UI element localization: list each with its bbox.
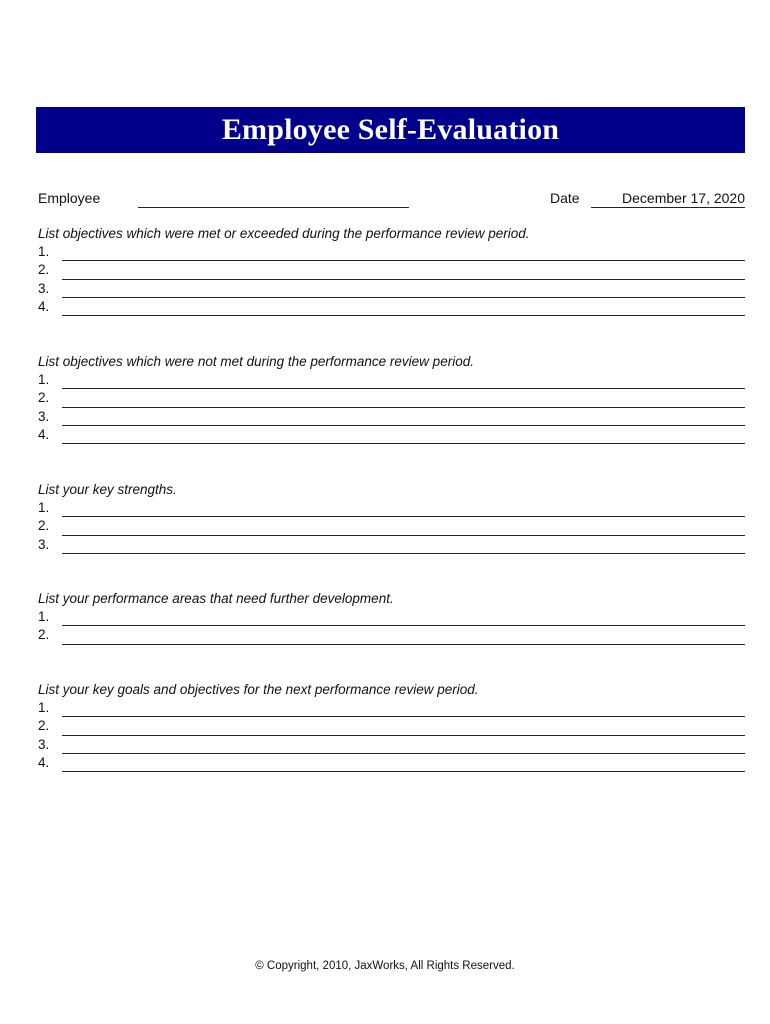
item-number: 1. xyxy=(38,244,50,259)
section-prompt: List objectives which were not met during the performance review period. xyxy=(38,354,474,369)
answer-row xyxy=(38,536,745,554)
answer-row xyxy=(38,517,745,535)
answer-line[interactable] xyxy=(62,644,745,645)
answer-row xyxy=(38,736,745,754)
answer-row xyxy=(38,499,745,517)
section-objectives-not-met xyxy=(38,353,745,444)
answer-row xyxy=(38,243,745,261)
item-number: 2. xyxy=(38,390,50,406)
item-number: 3. xyxy=(38,536,50,552)
answer-row xyxy=(38,626,745,644)
item-number: 1. xyxy=(38,609,50,624)
answer-row xyxy=(38,408,745,426)
answer-row xyxy=(38,371,745,389)
employee-label: Employee xyxy=(38,190,101,206)
employee-field[interactable] xyxy=(138,207,409,208)
section-development-areas xyxy=(38,590,745,645)
answer-line[interactable] xyxy=(62,443,745,444)
item-number: 1. xyxy=(38,500,50,515)
page-title: Employee Self-Evaluation xyxy=(221,113,560,146)
answer-row xyxy=(38,389,745,407)
date-field[interactable]: December 17, 2020 xyxy=(591,190,745,208)
answer-row xyxy=(38,280,745,298)
item-number: 2. xyxy=(38,518,50,534)
copyright-footer: © Copyright, 2010, JaxWorks, All Rights Reserved. xyxy=(255,960,515,972)
answer-row xyxy=(38,717,745,735)
section-prompt: List your key strengths. xyxy=(38,482,177,497)
answer-row xyxy=(38,261,745,279)
item-number: 2. xyxy=(38,627,50,643)
answer-row xyxy=(38,754,745,772)
item-number: 3. xyxy=(38,408,50,424)
date-label: Date xyxy=(550,190,580,206)
section-prompt: List your key goals and objectives for the next performance review period. xyxy=(38,682,479,697)
section-prompt: List your performance areas that need further development. xyxy=(38,591,394,606)
item-number: 1. xyxy=(38,372,50,387)
section-prompt: List objectives which were met or exceeded during the performance review period. xyxy=(38,226,530,241)
item-number: 2. xyxy=(38,262,50,278)
section-key-strengths xyxy=(38,481,745,554)
item-number: 4. xyxy=(38,426,50,442)
section-goals xyxy=(38,681,745,772)
answer-line[interactable] xyxy=(62,553,745,554)
title-banner xyxy=(36,107,745,153)
answer-line[interactable] xyxy=(62,315,745,316)
section-objectives-met xyxy=(38,225,745,316)
item-number: 4. xyxy=(38,754,50,770)
answer-row xyxy=(38,298,745,316)
answer-row xyxy=(38,699,745,717)
item-number: 4. xyxy=(38,298,50,314)
item-number: 2. xyxy=(38,718,50,734)
answer-row xyxy=(38,426,745,444)
item-number: 1. xyxy=(38,700,50,715)
answer-line[interactable] xyxy=(62,771,745,772)
item-number: 3. xyxy=(38,736,50,752)
item-number: 3. xyxy=(38,280,50,296)
answer-row xyxy=(38,608,745,626)
